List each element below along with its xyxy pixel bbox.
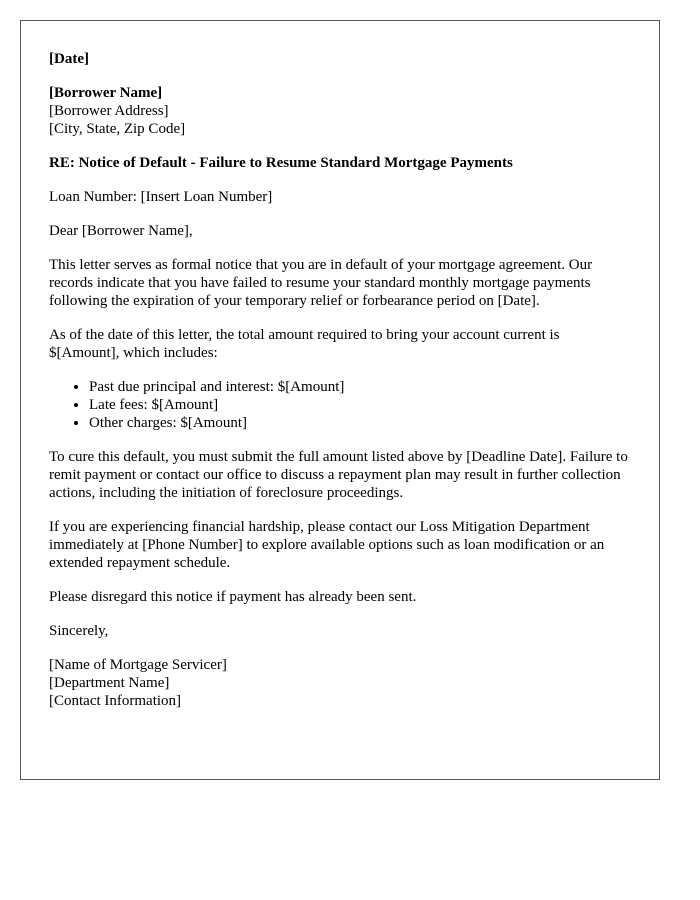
list-item: • Past due principal and interest: $[Amount]: [89, 378, 631, 396]
body-paragraph-hardship: If you are experiencing financial hardship, please contact our Loss Mitigation Department immediately at [Phone Number] to explore available options such as loan modification or an extended repayment schedule.: [49, 519, 605, 571]
subject-line: RE: Notice of Default - Failure to Resume Standard Mortgage Payments: [49, 155, 513, 171]
recipient-address-block: [49, 84, 631, 138]
servicer-name: [Name of Mortgage Servicer]: [49, 657, 227, 673]
contact-information: [Contact Information]: [49, 693, 182, 709]
list-item: • Late fees: $[Amount]: [89, 396, 631, 414]
letter-page: [20, 20, 660, 780]
borrower-address: [Borrower Address]: [49, 103, 169, 119]
borrower-city-state-zip: [City, State, Zip Code]: [49, 121, 186, 137]
salutation: Dear [Borrower Name],: [49, 223, 193, 239]
body-paragraph-default-notice: This letter serves as formal notice that you are in default of your mortgage agreement. Our records indicate that you have failed to resume your standard monthly mortgage payments following the expiration of your temporary relief or forbearance period on [Date].: [49, 257, 593, 309]
borrower-name: [Borrower Name]: [49, 85, 163, 101]
body-paragraph-amount-due: As of the date of this letter, the total amount required to bring your account current is $[Amount], which includes:: [49, 327, 560, 361]
department-name: [Department Name]: [49, 675, 170, 691]
letter-date: [Date]: [49, 51, 89, 67]
body-paragraph-cure-default: To cure this default, you must submit the full amount listed above by [Deadline Date]. Failure to remit payment or contact our office to discuss a repayment plan may result in further collection actions, including the initiation of foreclosure proceedings.: [49, 449, 628, 501]
signature-block: [49, 656, 631, 710]
loan-number: Loan Number: [Insert Loan Number]: [49, 189, 273, 205]
charges-list: [49, 378, 631, 432]
body-paragraph-disregard: Please disregard this notice if payment has already been sent.: [49, 589, 417, 605]
list-item: • Other charges: $[Amount]: [89, 414, 631, 432]
closing: Sincerely,: [49, 623, 109, 639]
